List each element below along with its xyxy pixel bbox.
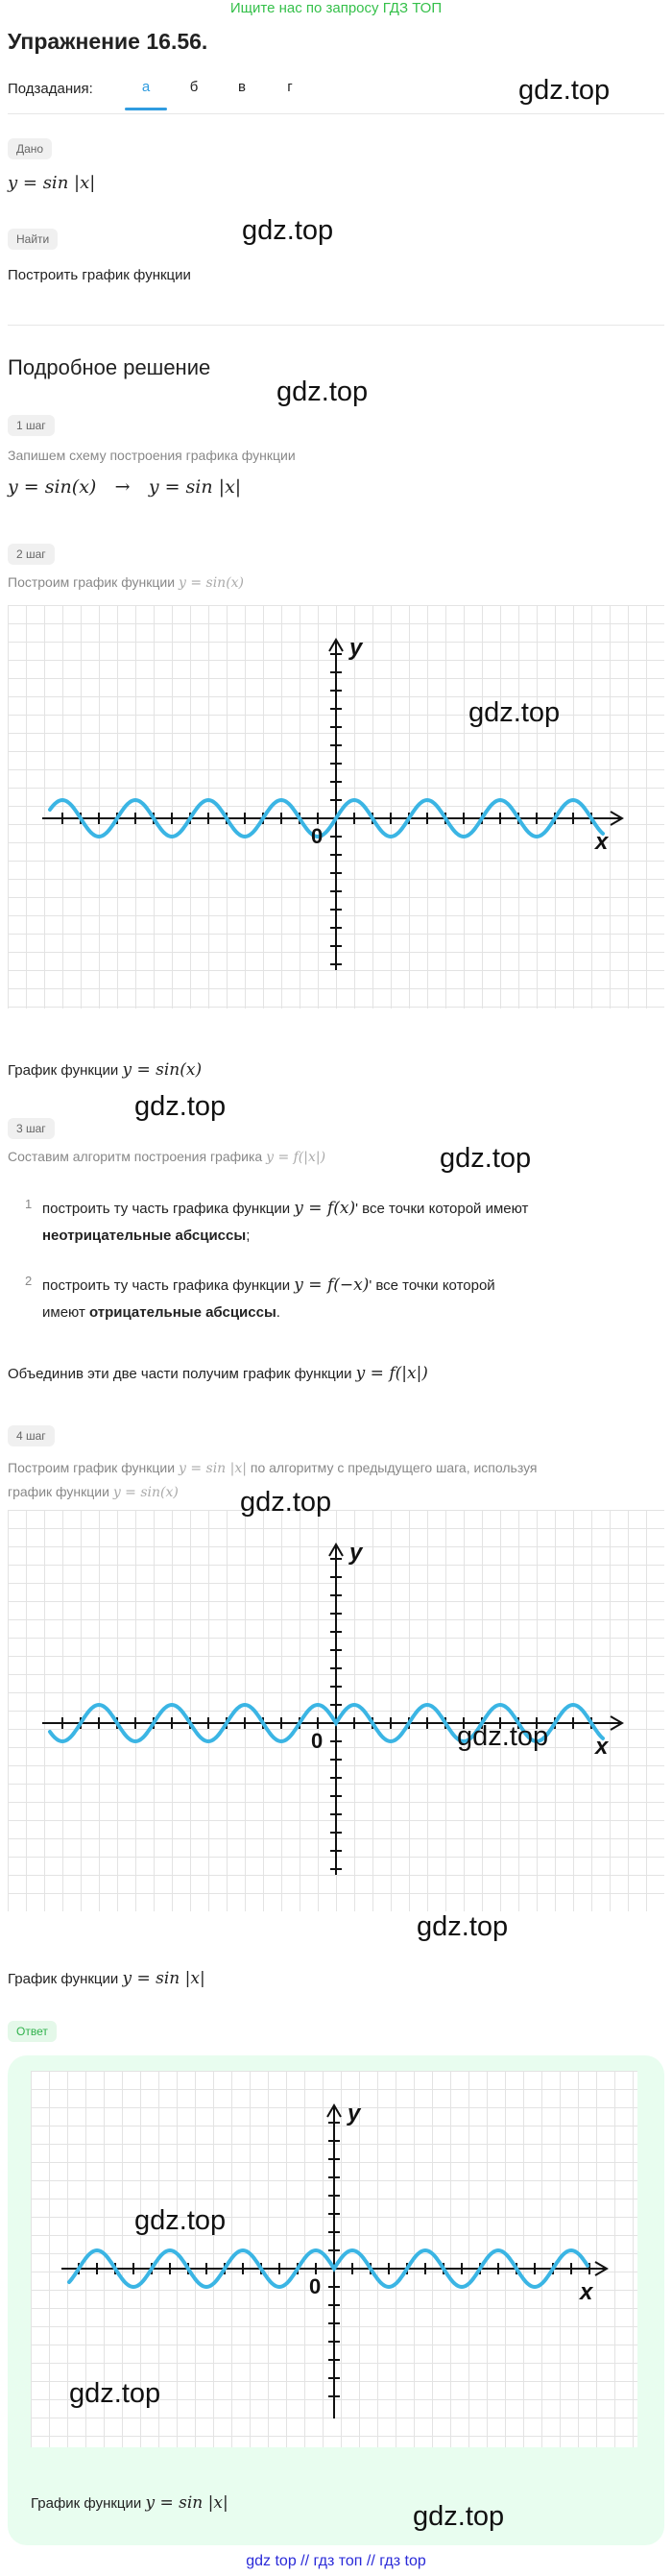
x-axis-label: x bbox=[595, 1734, 609, 1760]
tab-active-indicator bbox=[125, 108, 167, 110]
step1-text: Запишем схему построения графика функции bbox=[8, 448, 296, 463]
footer-link[interactable]: гдз top bbox=[379, 2553, 426, 2569]
watermark: gdz.top bbox=[468, 697, 561, 728]
page-title: Упражнение 16.56. bbox=[8, 29, 208, 54]
answer-caption: График функции y = sin |x| bbox=[31, 2493, 228, 2513]
watermark: gdz.top bbox=[518, 75, 611, 106]
x-axis-label: x bbox=[595, 829, 609, 855]
given-formula: y = sin |x| bbox=[8, 173, 96, 193]
step2-text: Построим график функции y = sin(x) bbox=[8, 574, 245, 591]
step3-item1-number: 1 bbox=[25, 1197, 33, 1211]
watermark: gdz.top bbox=[413, 2501, 505, 2532]
watermark: gdz.top bbox=[276, 377, 369, 407]
footer-separator: // bbox=[366, 2553, 375, 2569]
step3-combine: Объединив эти две части получим график функции y = f(|x|) bbox=[8, 1364, 428, 1383]
watermark: gdz.top bbox=[440, 1143, 532, 1174]
find-text: Построить график функции bbox=[8, 267, 191, 283]
graph-sin-x bbox=[8, 605, 664, 1009]
step3-item2: построить ту часть графика функции y = f(−x)' все точки которой имеют отрицательные абсциссы. bbox=[42, 1276, 495, 1321]
divider bbox=[8, 325, 664, 326]
step4-chip: 4 шаг bbox=[8, 1425, 55, 1446]
step4-text: Построим график функции y = sin |x| по алгоритму с предыдущего шага, используя график функции y = sin(x) bbox=[8, 1460, 538, 1500]
tab-g[interactable]: г bbox=[287, 79, 293, 95]
y-axis-label: y bbox=[348, 2101, 361, 2126]
graph-sin-abs-x bbox=[8, 1510, 664, 1911]
step2-caption: График функции y = sin(x) bbox=[8, 1060, 203, 1080]
find-chip: Найти bbox=[8, 229, 58, 250]
watermark: gdz.top bbox=[417, 1911, 509, 1942]
subtasks-label: Подзадания: bbox=[8, 81, 93, 97]
watermark: gdz.top bbox=[134, 2205, 227, 2236]
solution-title: Подробное решение bbox=[8, 355, 211, 379]
watermark: gdz.top bbox=[242, 215, 334, 246]
watermark: gdz.top bbox=[240, 1487, 332, 1518]
given-chip: Дано bbox=[8, 138, 52, 159]
step2-chip: 2 шаг bbox=[8, 544, 55, 565]
watermark: gdz.top bbox=[134, 1091, 227, 1122]
step3-item2-number: 2 bbox=[25, 1274, 33, 1288]
answer-chip: Ответ bbox=[8, 2021, 57, 2042]
tab-v[interactable]: в bbox=[238, 79, 246, 95]
footer-link[interactable]: гдз топ bbox=[313, 2553, 363, 2569]
x-axis-label: x bbox=[580, 2279, 593, 2305]
step4-caption: График функции y = sin |x| bbox=[8, 1969, 205, 1988]
footer-separator: // bbox=[300, 2553, 310, 2569]
y-axis-label: y bbox=[349, 1540, 363, 1566]
step1-formula: y = sin(x) → y = sin |x| bbox=[8, 476, 242, 498]
footer-links bbox=[0, 2553, 672, 2570]
divider bbox=[8, 113, 664, 114]
origin-label: 0 bbox=[309, 2274, 322, 2298]
y-axis-label: y bbox=[349, 635, 363, 661]
tab-b[interactable]: б bbox=[189, 79, 199, 95]
top-banner: Ищите нас по запросу ГДЗ ТОП bbox=[229, 0, 443, 16]
step3-text: Составим алгоритм построения графика y = f(|x|) bbox=[8, 1149, 326, 1165]
origin-label: 0 bbox=[311, 824, 324, 848]
origin-label: 0 bbox=[311, 1729, 324, 1753]
tab-a[interactable]: а bbox=[141, 79, 151, 95]
step3-chip: 3 шаг bbox=[8, 1118, 55, 1139]
footer-link[interactable]: gdz top bbox=[246, 2553, 297, 2569]
watermark: gdz.top bbox=[457, 1721, 549, 1752]
watermark: gdz.top bbox=[69, 2378, 161, 2409]
step3-item1: построить ту часть графика функции y = f(x)' все точки которой имеют неотрицательные абсциссы; bbox=[42, 1199, 529, 1244]
step1-chip: 1 шаг bbox=[8, 415, 55, 436]
